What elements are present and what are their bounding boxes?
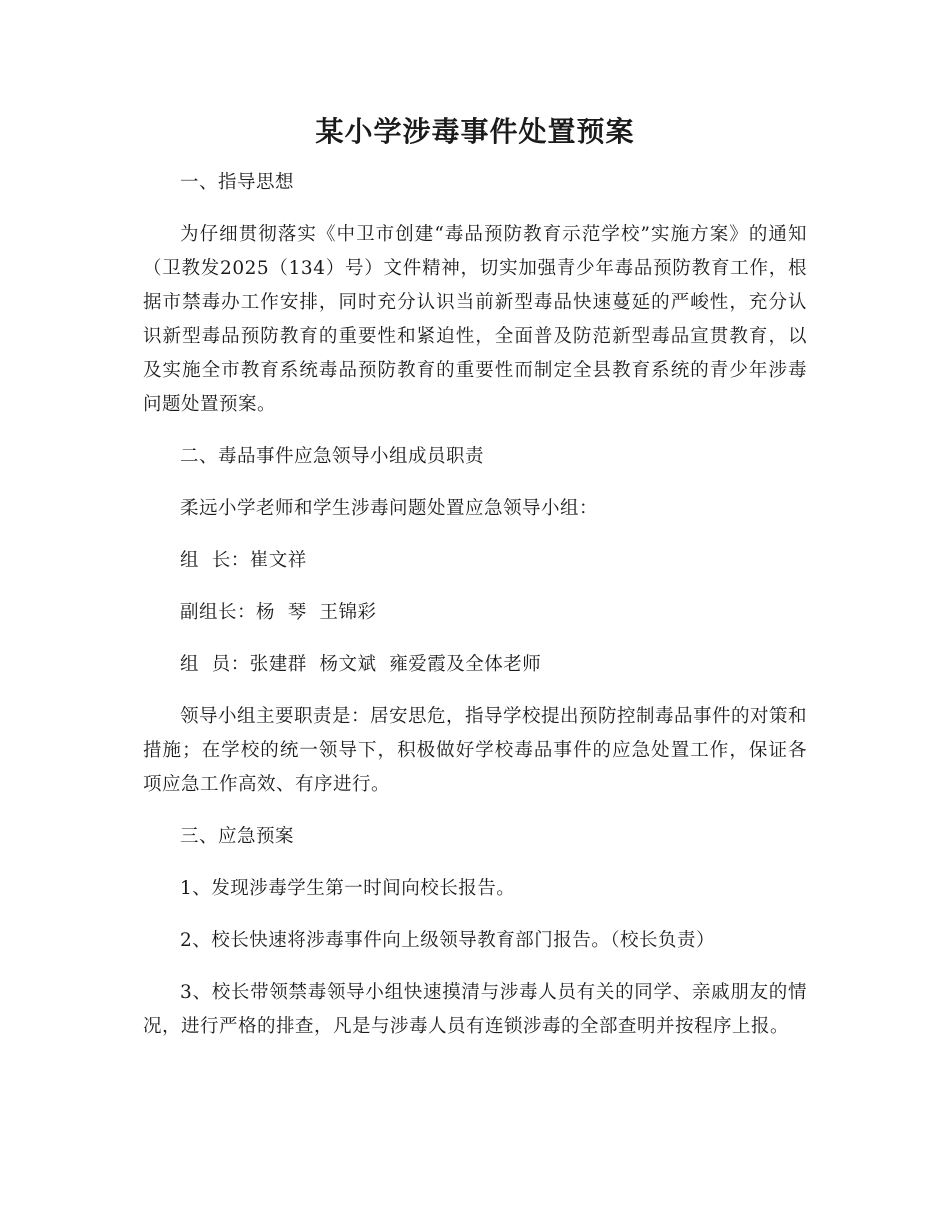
section-heading-leadership-group: 二、毒品事件应急领导小组成员职责 bbox=[180, 446, 485, 467]
paragraph-purpose: 为仔细贯彻落实《中卫市创建“毒品预防教育示范学校”实施方案》的通知（卫教发2025（134）号）文件精神，切实加强青少年毒品预防教育工作，根据市禁毒办工作安排，同时充分认识当前新型毒品快速蔓延的严峻性，充分认识新型毒品预防教育的重要性和紧迫性，全面普及防范新型毒品宣贯教育，以及实施全市教育系统毒品预防教育的重要性而制定全县教育系统的青少年涉毒问题处置预案。 bbox=[143, 224, 807, 415]
paragraph-step-2: 2、校长快速将涉毒事件向上级领导教育部门报告。（校长负责） bbox=[180, 930, 716, 951]
section-heading-guiding-thought: 一、指导思想 bbox=[180, 172, 295, 193]
section-heading-emergency-plan: 三、应急预案 bbox=[180, 826, 295, 847]
document-title: 某小学涉毒事件处置预案 bbox=[315, 115, 635, 148]
paragraph-step-1: 1、发现涉毒学生第一时间向校长报告。 bbox=[180, 878, 516, 899]
paragraph-group-duties: 领导小组主要职责是：居安思危，指导学校提出预防控制毒品事件的对策和措施；在学校的统一领导下，积极做好学校毒品事件的应急处置工作，保证各项应急工作高效、有序进行。 bbox=[143, 706, 808, 795]
document-body bbox=[143, 166, 807, 1062]
paragraph-step-3: 3、校长带领禁毒领导小组快速摸清与涉毒人员有关的同学、亲戚朋友的情况，进行严格的排查，凡是与涉毒人员有连锁涉毒的全部查明并按程序上报。 bbox=[143, 982, 807, 1037]
paragraph-group-intro: 柔远小学老师和学生涉毒问题处置应急领导小组： bbox=[180, 498, 599, 519]
paragraph-group-members: 组 员：张建群 杨文斌 雍爱霞及全体老师 bbox=[180, 654, 542, 675]
paragraph-deputy-leaders: 副组长：杨 琴 王锦彩 bbox=[180, 602, 377, 623]
paragraph-group-leader: 组 长：崔文祥 bbox=[180, 550, 307, 571]
